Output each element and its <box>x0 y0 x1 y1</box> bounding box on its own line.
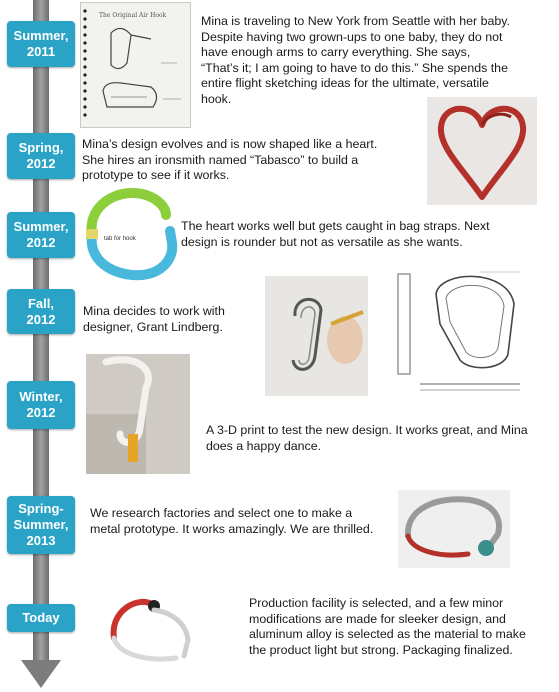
badge-winter-2012 <box>7 381 75 429</box>
description-spring-2012: Mina’s design evolves and is now shaped like a heart. She hires an ironsmith named “Tabasco” to build a prototype to see if it works. <box>82 137 378 183</box>
heart-prototype-image <box>427 97 537 205</box>
badge-line: 2012 <box>26 235 56 250</box>
badge-summer-2012 <box>7 212 75 258</box>
hand-sketch-image <box>265 276 368 396</box>
badge-line: Summer, <box>13 28 69 43</box>
notebook-sketch-image <box>80 2 191 128</box>
badge-line: Fall, <box>27 295 54 311</box>
badge-line: 2012 <box>26 311 56 327</box>
sketch-title: The Original Air Hook <box>99 12 167 19</box>
description-spring-summer-2013: We research factories and select one to make a metal prototype. It works amazingly. We are thrilled. <box>90 506 374 536</box>
description-today: Production facility is selected, and a few minor modifications are made for sleeker design, and aluminum alloy is selected as the material to make the product light but strong. Packaging finalized. <box>249 596 526 657</box>
tab-label: tab for hook <box>104 236 136 242</box>
badge-spring-summer-2013 <box>7 496 75 554</box>
description-winter-2012: A 3-D print to test the new design. It works great, and Mina does a happy dance. <box>206 423 528 453</box>
badge-spring-2012 <box>7 133 75 179</box>
badge-summer-2011 <box>7 21 75 67</box>
metal-prototype-image <box>398 490 510 568</box>
description-summer-2012: The heart works well but gets caught in bag straps. Next design is rounder but not as versatile as she wants. <box>181 219 490 249</box>
final-product-image <box>106 586 198 670</box>
badge-line: Spring, <box>18 140 64 155</box>
badge-line: 2012 <box>26 156 56 171</box>
badge-line: Spring- <box>18 501 64 516</box>
timeline-arrow <box>21 660 61 688</box>
badge-fall-2012 <box>7 289 75 334</box>
rounded-hook-diagram <box>80 187 180 282</box>
description-fall-2012: Mina decides to work with designer, Grant Lindberg. <box>83 304 225 334</box>
badge-line: 2012 <box>26 405 56 420</box>
badge-line: Winter, <box>19 389 63 404</box>
badge-line: 2011 <box>26 44 56 59</box>
technical-drawing-image <box>380 264 542 410</box>
3d-print-photo <box>86 354 190 474</box>
badge-line: 2013 <box>26 533 56 548</box>
badge-line: Today <box>22 610 60 625</box>
badge-line: Summer, <box>13 517 69 532</box>
description-summer-2011: Mina is traveling to New York from Seattle with her baby. Despite having two grown-ups to one baby, they do not have enough arms to carry everything. She says, “That’s it; I am going to have to do this.” She spends the entire flight sketching ideas for the ultimate, versatile hook. <box>201 14 510 106</box>
badge-today <box>7 604 75 632</box>
badge-line: Summer, <box>13 219 69 234</box>
